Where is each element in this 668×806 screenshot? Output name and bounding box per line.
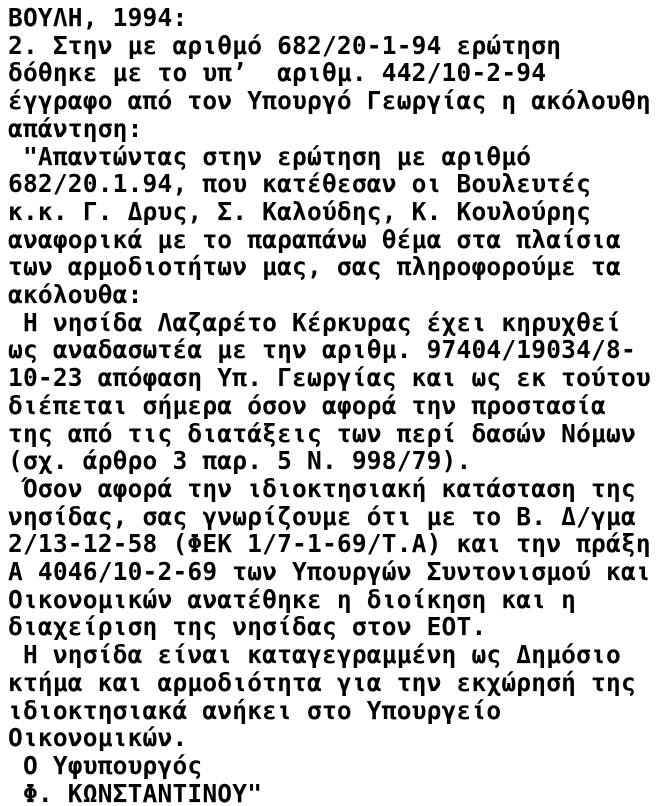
text-line-22: Οικονομικών ανατέθηκε η διοίκηση και η (8, 584, 577, 614)
text-line-14: 10-23 απόφαση Υπ. Γεωργίας και ως εκ τούτου (8, 363, 651, 393)
text-line-5: απάντηση: (8, 113, 143, 143)
text-line-11: ακόλουθα: (8, 280, 143, 310)
text-line-9: αναφορικά με το παραπάνω θέμα στα πλαίσια (8, 224, 621, 254)
text-line-26: ιδιοκτησιακά ανήκει στο Υπουργείο (8, 695, 502, 725)
text-line-10: των αρμοδιοτήτων μας, σας πληροφορούμε τα (8, 252, 621, 282)
text-line-2: 2. Στην με αριθμό 682/20-1-94 ερώτηση (8, 30, 562, 60)
text-line-1: ΒΟΥΛΗ, 1994: (8, 3, 188, 32)
text-line-24: Η νησίδα είναι καταγεγραμμένη ως Δημόσιο (8, 640, 621, 670)
text-line-17: (σχ. άρθρο 3 παρ. 5 Ν. 998/79). (8, 446, 472, 476)
text-line-4: έγγραφο από τον Υπουργό Γεωργίας η ακόλουθη (8, 86, 651, 116)
text-line-13: ως αναδασωτέα με την αριθμ. 97404/19034/8- (8, 335, 636, 365)
text-line-19: νησίδας, σας γνωρίζουμε ότι με το Β. Δ/γμα (8, 501, 636, 531)
text-line-3: δόθηκε με το υπ’ αριθμ. 442/10-2-94 (8, 58, 547, 88)
text-line-29: Φ. ΚΩΝΣΤΑΝΤΙΝΟΥ" (8, 778, 263, 806)
text-line-18: Όσον αφορά την ιδιοκτησιακή κατάσταση της (8, 473, 636, 503)
text-line-8: κ.κ. Γ. Δρυς, Σ. Καλούδης, Κ. Κουλούρης (8, 196, 592, 226)
text-line-20: 2/13-12-58 (ΦΕΚ 1/7-1-69/Τ.Α) και την πράξη (8, 529, 651, 559)
text-line-15: διέπεται σήμερα όσον αφορά την προστασία (8, 390, 607, 420)
text-line-27: Οικονομικών. (8, 723, 188, 753)
text-line-28: Ο Υφυπουργός (8, 750, 203, 780)
text-line-6: "Απαντώντας στην ερώτηση με αριθμό (8, 141, 532, 171)
text-line-23: διαχείριση της νησίδας στον ΕΟΤ. (8, 612, 487, 642)
document-text (8, 4, 668, 806)
text-line-25: κτήμα και αρμοδιότητα για την εκχώρησή της (8, 667, 636, 697)
text-line-21: Α 4046/10-2-69 των Υπουργών Συντονισμού και (8, 557, 651, 587)
text-line-7: 682/20.1.94, που κατέθεσαν οι Βουλευτές (8, 169, 592, 199)
text-line-16: της από τις διατάξεις των περί δασών Νόμων (8, 418, 636, 448)
text-line-12: Η νησίδα Λαζαρέτο Κέρκυρας έχει κηρυχθεί (8, 307, 621, 337)
